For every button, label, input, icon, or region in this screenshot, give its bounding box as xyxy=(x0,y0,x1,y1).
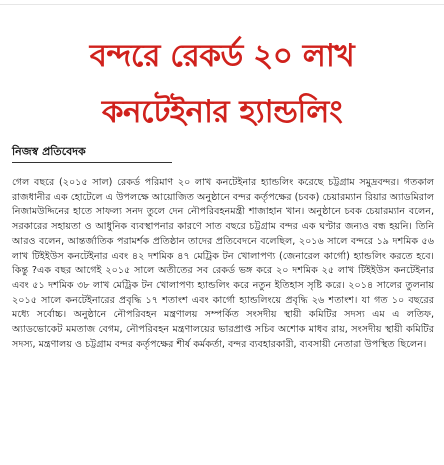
clipping-top-edge xyxy=(0,0,444,5)
headline-line-2: কনটেইনার হ্যান্ডলিং xyxy=(101,94,343,130)
byline-underline xyxy=(12,162,172,163)
article-body xyxy=(12,176,434,352)
article-paragraph: গেল বছরে (২০১৫ সাল) রেকর্ড পরিমাণ ২০ লাখ কনটেইনার হ্যান্ডলিং করেছে চট্টগ্রাম সমুদ্রবন্দর। গতকাল রাজধানীর এক হোটেলে এ উপলক্ষে আয়োজিত অনুষ্ঠানে বন্দর কর্তৃপক্ষের (চবক) চেয়ারম্যান রিয়ার অ্যাডমিরাল নিজামউদ্দিনের হাতে সাফল্য সনদ তুলে দেন নৌপরিবহনমন্ত্রী শাজাহান খান। অনুষ্ঠানে চবক চেয়ারম্যান বলেন, সরকারের সহায়তা ও আধুনিক ব্যবস্থাপনার কারণে সাত বছরে চট্টগ্রাম বন্দর এক ঘণ্টার জন্যও বন্ধ হয়নি। তিনি আরও বলেন, আন্তর্জাতিক পরামর্শক প্রতিষ্ঠান তাদের প্রতিবেদনে বলেছিল, ২০১৬ সালে বন্দরে ১৯ দশমিক ৫৬ লাখ টিইইউস কনটেইনার এবং ৪২ দশমিক ৪৭ মেট্রিক টন খোলাপণ্য (জেনারেল কার্গো) হ্যান্ডলিং করতে হবে। কিন্তু ?এক বছর আগেই ২০১৫ সালে অতীতের সব রেকর্ড ভঙ্গ করে ২০ দশমিক ২৫ লাখ টিইইউস কনটেইনার এবং ৫১ দশমিক ৩৮ লাখ মেট্রিক টন খোলাপণ্য হ্যান্ডলিং করে নতুন ইতিহাস সৃষ্টি করে। ২০১৪ সালের তুলনায় ২০১৫ সালে কনটেইনারের প্রবৃদ্ধি ১৭ শতাংশ এবং কার্গো হ্যান্ডলিংয়ে প্রবৃদ্ধি ২৬ শতাংশ। যা গত ১০ বছরের মধ্যে সর্বোচ্চ। অনুষ্ঠানে নৌপরিবহন মন্ত্রণালয় সম্পর্কিত সংসদীয় স্থায়ী কমিটির সদস্য এম এ লতিফ, অ্যাডভোকেট মমতাজ বেগম, নৌপরিবহন মন্ত্রণালয়ের ভারপ্রাপ্ত সচিব অশোক মাধব রায়, সংসদীয় স্থায়ী কমিটির সদস্য, মন্ত্রণালয় ও চট্টগ্রাম বন্দর কর্তৃপক্ষের শীর্ষ কর্মকর্তা, বন্দর ব্যবহারকারী, ব্যবসায়ী নেতারা উপস্থিত ছিলেন। xyxy=(12,177,434,350)
article-byline: নিজস্ব প্রতিবেদক xyxy=(12,145,86,158)
article-headline xyxy=(8,28,436,140)
headline-line-1: বন্দরে রেকর্ড ২০ লাখ xyxy=(89,38,355,74)
